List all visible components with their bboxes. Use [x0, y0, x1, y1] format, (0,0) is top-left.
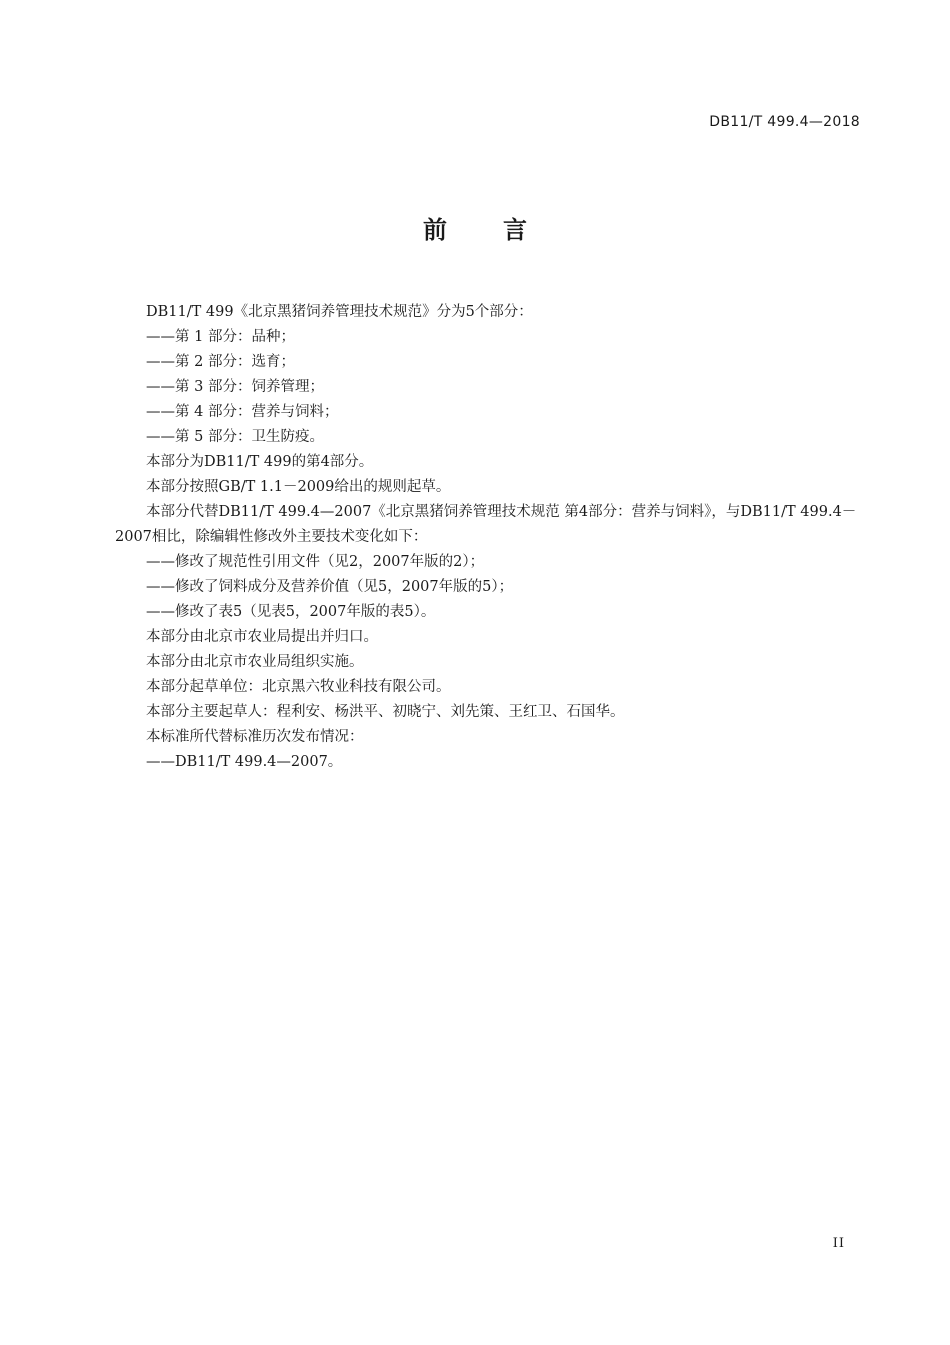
- list-item-change-3: ——修改了表5（见表5，2007年版的表5）。: [146, 604, 436, 620]
- paragraph-proposed-by: 本部分由北京市农业局提出并归口。: [146, 629, 378, 645]
- paragraph-drafters: 本部分主要起草人：程利安、杨洪平、初晓宁、刘先策、王红卫、石国华。: [146, 704, 625, 720]
- paragraph-this-part: 本部分为DB11/T 499的第4部分。: [146, 454, 374, 470]
- list-item-change-2: ——修改了饲料成分及营养价值（见5，2007年版的5）；: [146, 579, 514, 595]
- list-item-part-1: ——第 1 部分：品种；: [146, 329, 295, 345]
- list-item-change-1: ——修改了规范性引用文件（见2，2007年版的2）；: [146, 554, 485, 570]
- page-title: 前言: [423, 216, 583, 244]
- paragraph-parts-intro: DB11/T 499《北京黑猪饲养管理技术规范》分为5个部分：: [146, 304, 533, 320]
- paragraph-drafting-rules: 本部分按照GB/T 1.1－2009给出的规则起草。: [146, 479, 451, 495]
- list-item-part-3: ——第 3 部分：饲养管理；: [146, 379, 324, 395]
- foreword-body: [115, 300, 863, 775]
- list-item-history-1: ——DB11/T 499.4—2007。: [146, 754, 343, 770]
- list-item-part-2: ——第 2 部分：选育；: [146, 354, 295, 370]
- page-number: II: [832, 1236, 845, 1251]
- paragraph-history-intro: 本标准所代替标准历次发布情况：: [146, 729, 364, 745]
- list-item-part-4: ——第 4 部分：营养与饲料；: [146, 404, 339, 420]
- paragraph-drafting-unit: 本部分起草单位：北京黑六牧业科技有限公司。: [146, 679, 451, 695]
- standard-code: DB11/T 499.4—2018: [709, 114, 860, 130]
- paragraph-implemented-by: 本部分由北京市农业局组织实施。: [146, 654, 364, 670]
- list-item-part-5: ——第 5 部分：卫生防疫。: [146, 429, 324, 445]
- paragraph-replaces: 本部分代替DB11/T 499.4—2007《北京黑猪饲养管理技术规范 第4部分：营养与饲料》，与DB11/T 499.4－2007相比，除编辑性修改外主要技术变化如下：: [115, 504, 857, 545]
